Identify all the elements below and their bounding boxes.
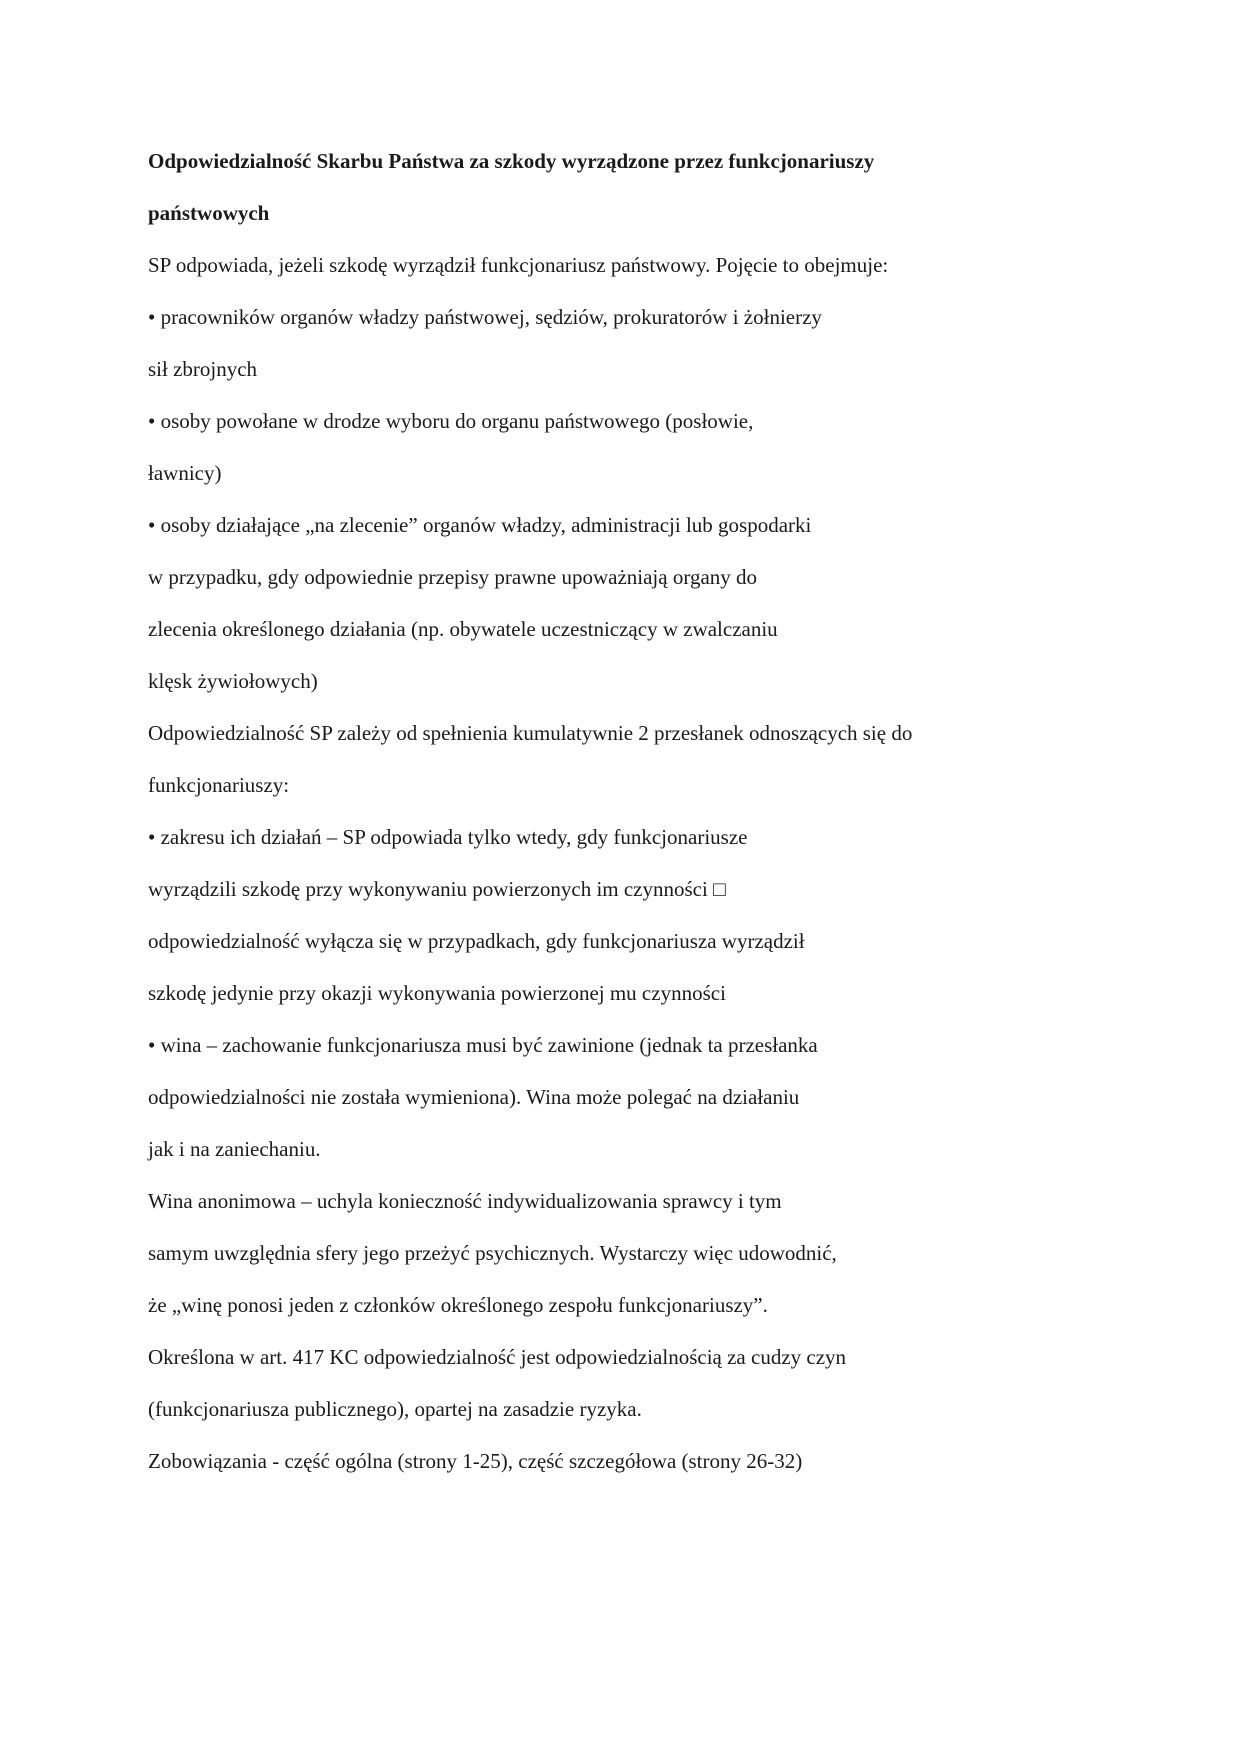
- text-line: zlecenia określonego działania (np. obywatele uczestniczący w zwalczaniu: [148, 617, 778, 641]
- text-line: klęsk żywiołowych): [148, 669, 318, 693]
- text-line: jak i na zaniechaniu.: [148, 1137, 321, 1161]
- text-line: Określona w art. 417 KC odpowiedzialność jest odpowiedzialnością za cudzy czyn: [148, 1345, 847, 1369]
- text-line: ławnicy): [148, 461, 222, 485]
- text-line: odpowiedzialności nie została wymieniona). Wina może polegać na działaniu: [148, 1085, 800, 1109]
- document-title-line-1: Odpowiedzialność Skarbu Państwa za szkody wyrządzone przez funkcjonariuszy: [148, 149, 875, 173]
- text-line: wyrządzili szkodę przy wykonywaniu powierzonych im czynności □: [148, 877, 726, 901]
- text-line: szkodę jedynie przy okazji wykonywania powierzonej mu czynności: [148, 981, 726, 1005]
- bullet-line: • wina – zachowanie funkcjonariusza musi być zawinione (jednak ta przesłanka: [148, 1033, 818, 1057]
- text-line: (funkcjonariusza publicznego), opartej na zasadzie ryzyka.: [148, 1397, 642, 1421]
- text-line: Odpowiedzialność SP zależy od spełnienia kumulatywnie 2 przesłanek odnoszących się do: [148, 721, 913, 745]
- bullet-line: • pracowników organów władzy państwowej, sędziów, prokuratorów i żołnierzy: [148, 305, 822, 329]
- text-line: że „winę ponosi jeden z członków określonego zespołu funkcjonariuszy”.: [148, 1293, 768, 1317]
- text-line: sił zbrojnych: [148, 357, 258, 381]
- text-line: samym uwzględnia sfery jego przeżyć psychicznych. Wystarczy więc udowodnić,: [148, 1241, 837, 1265]
- bullet-line: • osoby działające „na zlecenie” organów władzy, administracji lub gospodarki: [148, 513, 812, 537]
- text-line: Wina anonimowa – uchyla konieczność indywidualizowania sprawcy i tym: [148, 1189, 782, 1213]
- text-line: Zobowiązania - część ogólna (strony 1-25), część szczegółowa (strony 26-32): [148, 1449, 803, 1473]
- bullet-line: • zakresu ich działań – SP odpowiada tylko wtedy, gdy funkcjonariusze: [148, 825, 748, 849]
- text-line: SP odpowiada, jeżeli szkodę wyrządził funkcjonariusz państwowy. Pojęcie to obejmuje:: [148, 253, 889, 277]
- text-line: w przypadku, gdy odpowiednie przepisy prawne upoważniają organy do: [148, 565, 758, 589]
- text-line: odpowiedzialność wyłącza się w przypadkach, gdy funkcjonariusza wyrządził: [148, 929, 805, 953]
- document-title-line-2: państwowych: [148, 201, 270, 225]
- bullet-line: • osoby powołane w drodze wyboru do organu państwowego (posłowie,: [148, 409, 754, 433]
- text-line: funkcjonariuszy:: [148, 773, 290, 797]
